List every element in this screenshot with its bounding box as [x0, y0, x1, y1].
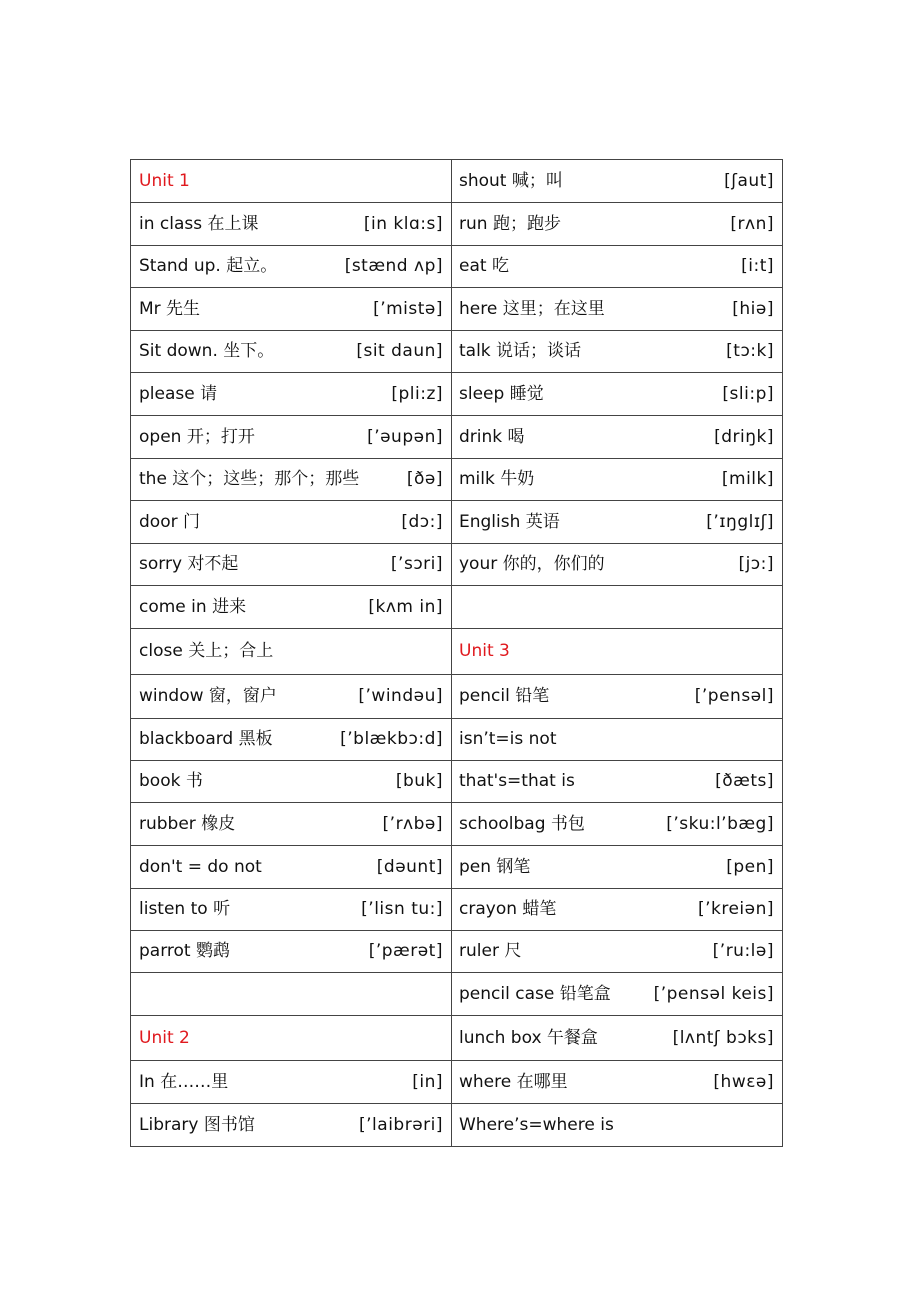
- vocab-word: milk 牛奶: [459, 469, 535, 489]
- vocab-cell: [139, 1016, 443, 1060]
- vocab-row: [451, 889, 782, 931]
- vocab-cell: [139, 586, 443, 628]
- vocab-word: shout 喊；叫: [459, 170, 563, 191]
- vocab-row: [451, 1061, 782, 1104]
- phonetic: [lʌntʃ bɔks]: [672, 1027, 774, 1048]
- vocab-word: don't = do not: [139, 856, 262, 877]
- phonetic: [hwɛə]: [713, 1071, 774, 1092]
- phonetic: [’sku:l’bæg]: [666, 813, 774, 834]
- vocab-cell: [459, 416, 774, 458]
- phonetic: [jɔ:]: [738, 554, 774, 574]
- phonetic: [’mistə]: [373, 298, 443, 319]
- vocab-cell: [459, 846, 774, 888]
- vocab-row: [131, 544, 451, 586]
- vocab-word: parrot 鹦鹉: [139, 941, 230, 961]
- vocab-cell: [139, 675, 443, 718]
- vocab-row: [131, 203, 451, 246]
- vocab-cell: [459, 1016, 774, 1060]
- vocab-cell: [139, 629, 443, 674]
- phonetic: [milk]: [721, 469, 774, 489]
- vocab-cell: [459, 203, 774, 245]
- phonetic: [in klɑ:s]: [363, 213, 443, 234]
- vocab-row: [451, 203, 782, 246]
- vocab-cell: [139, 459, 443, 500]
- vocab-cell: [139, 544, 443, 585]
- vocab-cell: [459, 629, 774, 674]
- vocab-word: rubber 橡皮: [139, 813, 236, 834]
- phonetic: [dəunt]: [376, 856, 443, 877]
- phonetic: [sli:p]: [722, 383, 774, 404]
- phonetic: [’rʌbə]: [382, 813, 443, 834]
- unit-title: Unit 3: [459, 641, 510, 661]
- phonetic: [’əupən]: [367, 426, 443, 447]
- vocab-row: [131, 459, 451, 501]
- vocab-row: [451, 501, 782, 544]
- vocab-row: [451, 246, 782, 288]
- vocab-row: [451, 1104, 782, 1146]
- vocab-cell: [139, 501, 443, 543]
- vocab-cell: [139, 803, 443, 845]
- vocab-cell: [459, 675, 774, 718]
- phonetic: [’lisn tu:]: [361, 899, 443, 919]
- vocab-row: [451, 416, 782, 459]
- phonetic: [’pensəl]: [694, 686, 774, 706]
- vocab-row: [131, 675, 451, 719]
- vocab-cell: [459, 288, 774, 330]
- vocab-row: [131, 889, 451, 931]
- vocab-cell: [459, 761, 774, 802]
- unit-title: Unit 1: [139, 170, 190, 191]
- phonetic: [i:t]: [741, 256, 774, 276]
- vocab-cell: [459, 931, 774, 972]
- phonetic: [tɔ:k]: [726, 341, 774, 361]
- vocab-word: come in 进来: [139, 596, 247, 617]
- vocab-cell: [459, 803, 774, 845]
- vocab-cell: [139, 761, 443, 802]
- phonetic: [ðə]: [406, 469, 443, 489]
- phonetic: [buk]: [395, 771, 443, 791]
- vocab-row: [131, 288, 451, 331]
- vocab-row: [451, 331, 782, 373]
- vocab-row: [131, 586, 451, 629]
- vocab-row: [451, 973, 782, 1016]
- vocab-word: English 英语: [459, 511, 560, 532]
- vocab-cell: [459, 719, 774, 760]
- vocab-word: door 门: [139, 511, 200, 532]
- empty-row: [131, 973, 451, 1016]
- phonetic: [dɔ:]: [401, 511, 443, 532]
- empty-row: [451, 586, 782, 629]
- phonetic: [’laibrəri]: [359, 1114, 443, 1135]
- vocab-row: [131, 1104, 451, 1146]
- vocab-word: run 跑；跑步: [459, 213, 561, 234]
- phonetic: [pen]: [726, 856, 774, 877]
- vocab-word: talk 说话；谈话: [459, 341, 582, 361]
- vocab-cell: [139, 973, 443, 1015]
- unit-heading-row: [131, 160, 451, 203]
- phonetic: [’windəu]: [358, 686, 443, 706]
- vocab-word: In 在……里: [139, 1071, 229, 1092]
- vocab-word: Where’s=where is: [459, 1114, 614, 1135]
- vocab-row: [451, 1016, 782, 1061]
- vocab-word: drink 喝: [459, 426, 525, 447]
- unit-heading-row: [131, 1016, 451, 1061]
- vocab-word: eat 吃: [459, 256, 509, 276]
- vocab-cell: [139, 1061, 443, 1103]
- vocab-cell: [459, 373, 774, 415]
- vocabulary-table: [130, 159, 783, 1147]
- vocab-word: where 在哪里: [459, 1071, 568, 1092]
- vocab-cell: [459, 973, 774, 1015]
- phonetic: [’pensəl keis]: [653, 983, 774, 1004]
- phonetic: [hiə]: [732, 298, 774, 319]
- vocab-word: the 这个；这些；那个；那些: [139, 469, 360, 489]
- phonetic: [’ɪŋglɪʃ]: [706, 511, 774, 532]
- vocab-cell: [459, 459, 774, 500]
- vocab-word: Sit down. 坐下。: [139, 341, 275, 361]
- left-column: [131, 160, 452, 1146]
- vocab-cell: [459, 246, 774, 287]
- vocab-row: [131, 331, 451, 373]
- phonetic: [kʌm in]: [368, 596, 443, 617]
- vocab-cell: [139, 1104, 443, 1146]
- phonetic: [’kreiən]: [697, 899, 774, 919]
- vocab-word: lunch box 午餐盒: [459, 1027, 598, 1048]
- vocab-cell: [139, 246, 443, 287]
- phonetic: [rʌn]: [730, 213, 774, 234]
- right-column: [451, 160, 782, 1146]
- vocab-row: [451, 719, 782, 761]
- phonetic: [’blækbɔ:d]: [340, 729, 443, 749]
- vocab-word: open 开；打开: [139, 426, 255, 447]
- vocab-row: [451, 803, 782, 846]
- phonetic: [pli:z]: [391, 383, 443, 404]
- vocab-cell: [459, 1104, 774, 1146]
- vocab-cell: [459, 889, 774, 930]
- vocab-word: Stand up. 起立。: [139, 256, 278, 276]
- vocab-word: pencil case 铅笔盒: [459, 983, 611, 1004]
- vocab-cell: [139, 846, 443, 888]
- unit-title: Unit 2: [139, 1027, 190, 1048]
- phonetic: [’ru:lə]: [712, 941, 774, 961]
- vocab-row: [451, 931, 782, 973]
- vocab-cell: [139, 203, 443, 245]
- phonetic: [in]: [412, 1071, 443, 1092]
- vocab-row: [131, 246, 451, 288]
- vocab-word: sorry 对不起: [139, 554, 239, 574]
- vocab-row: [131, 931, 451, 973]
- phonetic: [’sɔri]: [390, 554, 443, 574]
- unit-heading-row: [451, 629, 782, 675]
- vocab-row: [131, 761, 451, 803]
- phonetic: [stænd ʌp]: [344, 256, 443, 276]
- vocab-word: schoolbag 书包: [459, 813, 585, 834]
- phonetic: [ðæts]: [715, 771, 774, 791]
- vocab-word: here 这里；在这里: [459, 298, 605, 319]
- vocab-cell: [459, 331, 774, 372]
- vocab-word: isn’t=is not: [459, 729, 557, 749]
- vocab-cell: [139, 719, 443, 760]
- vocab-row: [451, 846, 782, 889]
- vocab-row: [451, 288, 782, 331]
- vocab-cell: [459, 1061, 774, 1103]
- vocab-cell: [459, 586, 774, 628]
- vocab-word: please 请: [139, 383, 218, 404]
- phonetic: [sit daun]: [356, 341, 443, 361]
- vocab-row: [131, 501, 451, 544]
- vocab-row: [451, 761, 782, 803]
- vocab-word: close 关上；合上: [139, 641, 274, 661]
- phonetic: [driŋk]: [714, 426, 774, 447]
- vocab-cell: [139, 416, 443, 458]
- vocab-row: [451, 373, 782, 416]
- vocab-word: ruler 尺: [459, 941, 522, 961]
- vocab-word: listen to 听: [139, 899, 231, 919]
- vocab-row: [131, 719, 451, 761]
- vocab-cell: [139, 160, 443, 202]
- vocab-row: [131, 416, 451, 459]
- vocab-row: [451, 675, 782, 719]
- vocab-word: in class 在上课: [139, 213, 259, 234]
- vocab-word: your 你的，你们的: [459, 554, 605, 574]
- phonetic: [’pærət]: [368, 941, 443, 961]
- vocab-cell: [459, 160, 774, 202]
- vocab-word: pen 钢笔: [459, 856, 531, 877]
- vocab-row: [451, 160, 782, 203]
- vocab-cell: [459, 544, 774, 585]
- vocab-row: [131, 846, 451, 889]
- vocab-row: [451, 544, 782, 586]
- vocab-row: [131, 629, 451, 675]
- vocab-word: Library 图书馆: [139, 1114, 255, 1135]
- vocab-word: pencil 铅笔: [459, 686, 550, 706]
- vocab-cell: [139, 288, 443, 330]
- vocab-word: book 书: [139, 771, 203, 791]
- vocab-word: blackboard 黑板: [139, 729, 273, 749]
- vocab-word: Mr 先生: [139, 298, 201, 319]
- vocab-cell: [139, 331, 443, 372]
- phonetic: [ʃaut]: [724, 170, 774, 191]
- vocab-row: [131, 803, 451, 846]
- vocab-cell: [459, 501, 774, 543]
- vocab-word: sleep 睡觉: [459, 383, 544, 404]
- vocab-word: crayon 蜡笔: [459, 899, 557, 919]
- vocab-word: that's=that is: [459, 771, 575, 791]
- vocab-cell: [139, 889, 443, 930]
- vocab-row: [131, 373, 451, 416]
- vocab-cell: [139, 931, 443, 972]
- vocab-cell: [139, 373, 443, 415]
- vocab-row: [451, 459, 782, 501]
- vocab-word: window 窗，窗户: [139, 686, 277, 706]
- vocab-row: [131, 1061, 451, 1104]
